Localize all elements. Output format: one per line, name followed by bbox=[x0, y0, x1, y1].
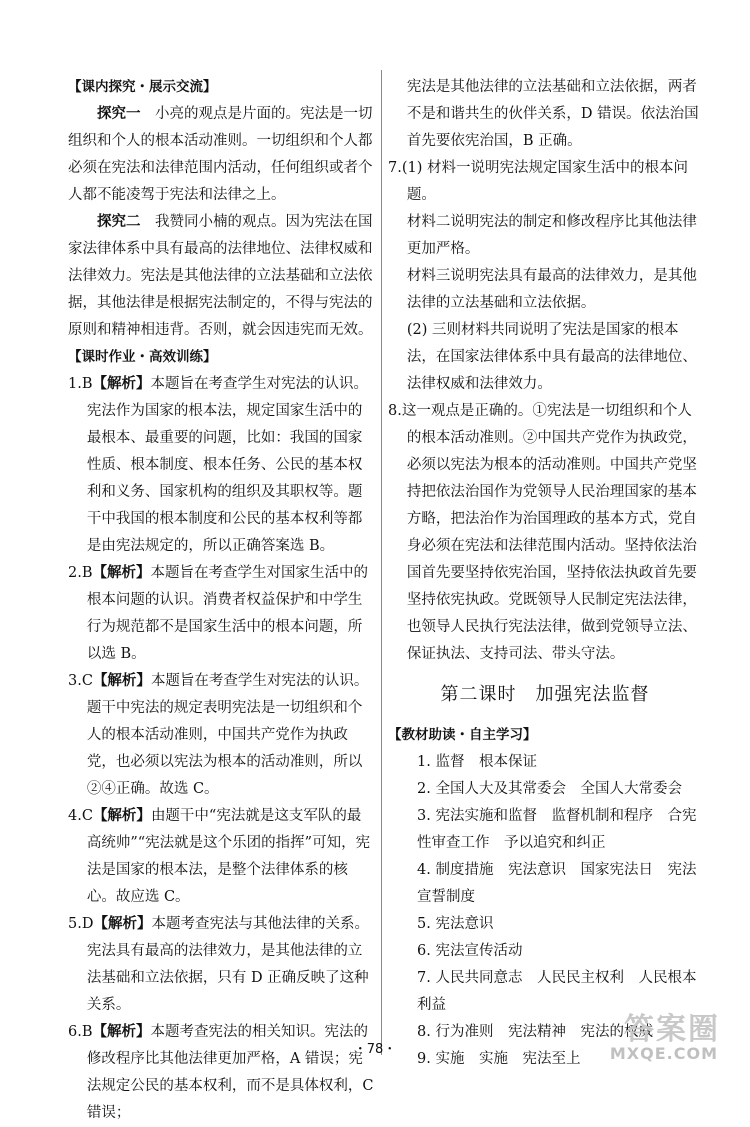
item7-line-1: (1) 材料一说明宪法规定国家生活中的根本问题。 bbox=[401, 160, 688, 203]
watermark-text-top: 答案圈 bbox=[624, 1012, 720, 1047]
item7-line-4: (2) 三则材料共同说明了宪法是国家的根本法，在国家法律体系中具有最高的法律地位、法律权威和法律效力。 bbox=[406, 322, 697, 392]
reading-answer-1: 1. 监督 根本保证 bbox=[417, 754, 537, 770]
reading-answer-3: 3. 宪法实施和监督 监督机制和程序 合宪性审查工作 予以追究和纠正 bbox=[417, 808, 697, 851]
explore-paragraph-2 bbox=[68, 209, 374, 344]
analysis-tag: 【解析】 bbox=[92, 565, 151, 581]
left-column bbox=[68, 74, 374, 1127]
right-column bbox=[388, 74, 702, 1073]
reading-answer-2: 2. 全国人大及其常委会 全国人大常委会 bbox=[417, 781, 682, 797]
reading-answer-9: 9. 实施 实施 宪法至上 bbox=[417, 1051, 581, 1067]
analysis-tag: 【解析】 bbox=[93, 916, 152, 932]
column-divider bbox=[381, 70, 382, 1055]
item-number: 3.C bbox=[68, 673, 93, 689]
reading-answer-8: 8. 行为准则 宪法精神 宪法的权威 bbox=[417, 1024, 653, 1040]
item-number: 8. bbox=[388, 403, 402, 419]
watermark-text-bottom: MXQE.COM bbox=[609, 1044, 718, 1063]
explore-text-1: 小亮的观点是片面的。宪法是一切组织和个人的根本活动准则。一切组织和个人都必须在宪法和法律范围内活动，任何组织或者个人都不能凌驾于宪法和法律之上。 bbox=[68, 106, 373, 203]
item-number: 1.B bbox=[68, 376, 93, 392]
answer-item-6-continued: 宪法是其他法律的立法基础和立法依据，两者不是和谐共生的伙伴关系，D 错误。依法治国首先要依宪治国，B 正确。 bbox=[406, 79, 699, 149]
chapter-title: 第二课时 加强宪法监督 bbox=[440, 684, 650, 705]
answer-item-3 bbox=[68, 668, 374, 803]
answer-item-5 bbox=[68, 911, 374, 1019]
analysis-tag: 【解析】 bbox=[92, 673, 151, 689]
item-number: 2.B bbox=[68, 565, 93, 581]
section-heading-homework: 【课时作业・高效训练】 bbox=[68, 349, 217, 365]
answer-item-2 bbox=[68, 560, 374, 668]
analysis-tag: 【解析】 bbox=[92, 376, 151, 392]
item-text: 由题干中“宪法就是这支军队的最高统帅”“宪法就是这个乐团的指挥”可知，宪法是国家的根本法，是整个法律体系的核心。故应选 C。 bbox=[86, 808, 371, 905]
item-number: 4.C bbox=[68, 808, 93, 824]
item-text: 本题考查宪法的相关知识。宪法的修改程序比其他法律更加严格，A 错误；宪法规定公民的基本权利，而不是具体权利，C 错误； bbox=[86, 1024, 374, 1121]
watermark-logo bbox=[590, 1004, 720, 1070]
reading-answer-4: 4. 制度措施 宪法意识 国家宪法日 宪法宣誓制度 bbox=[417, 862, 697, 905]
explore-label-2: 探究二 bbox=[97, 214, 141, 230]
analysis-tag: 【解析】 bbox=[92, 1024, 151, 1040]
reading-answer-7: 7. 人民共同意志 人民民主权利 人民根本利益 bbox=[417, 970, 697, 1013]
answer-item-6 bbox=[68, 1019, 374, 1127]
answer-item-1 bbox=[68, 371, 374, 560]
section-heading-explore: 【课内探究・展示交流】 bbox=[68, 79, 217, 95]
item-text: 本题旨在考查学生对宪法的认识。题干中宪法的规定表明宪法是一切组织和个人的根本活动准则，中国共产党作为执政党，也必须以宪法为根本的活动准则，所以②④正确。故选 C。 bbox=[86, 673, 369, 797]
explore-paragraph-1 bbox=[68, 101, 374, 209]
answer-item-8 bbox=[388, 398, 702, 668]
analysis-tag: 【解析】 bbox=[92, 808, 151, 824]
reading-answer-6: 6. 宪法宣传活动 bbox=[417, 943, 523, 959]
reading-answer-5: 5. 宪法意识 bbox=[417, 916, 494, 932]
answer-item-4 bbox=[68, 803, 374, 911]
section-heading-reading: 【教材助读・自主学习】 bbox=[388, 727, 537, 743]
item-text: 本题考查宪法与其他法律的关系。宪法具有最高的法律效力，是其他法律的立法基础和立法依据，只有 D 正确反映了这种关系。 bbox=[86, 916, 369, 1013]
item-text: 本题旨在考查学生对宪法的认识。宪法作为国家的根本法，规定国家生活中的最根本、最重要的问题，比如：我国的国家性质、根本制度、根本任务、公民的基本权利和义务、国家机构的组织及其职权等。题干中我国的根本制度和公民的基本权利等都是由宪法规定的，所以正确答案选 B。 bbox=[86, 376, 368, 554]
answer-item-7 bbox=[388, 155, 702, 398]
explore-label-1: 探究一 bbox=[97, 106, 141, 122]
item7-line-3: 材料三说明宪法具有最高的法律效力，是其他法律的立法基础和立法依据。 bbox=[406, 268, 697, 311]
page-number: ・78・ bbox=[353, 1042, 397, 1057]
item7-line-2: 材料二说明宪法的制定和修改程序比其他法律更加严格。 bbox=[406, 214, 697, 257]
item-text: 本题旨在考查学生对国家生活中的根本问题的认识。消费者权益保护和中学生行为规范都不是国家生活中的根本问题，所以选 B。 bbox=[86, 565, 368, 662]
item-number: 5.D bbox=[68, 916, 94, 932]
explore-text-2: 我赞同小楠的观点。因为宪法在国家法律体系中具有最高的法律地位、法律权威和法律效力。宪法是其他法律的立法基础和立法依据，其他法律是根据宪法制定的，不得与宪法的原则和精神相违背。否则，就会因违宪而无效。 bbox=[68, 214, 373, 338]
item-number: 6.B bbox=[68, 1024, 93, 1040]
item-number: 7. bbox=[388, 160, 402, 176]
item8-text: 这一观点是正确的。①宪法是一切组织和个人的根本活动准则。②中国共产党作为执政党，必须以宪法为根本的活动准则。中国共产党坚持把依法治国作为党领导人民治理国家的基本方略，把法治作为治国理政的基本方式，党自身必须在宪法和法律范围内活动。坚持依法治国首先要坚持依宪治国，坚持依法执政首先要坚持依宪执政。党既领导人民制定宪法法律，也领导人民执行宪法法律，做到党领导立法、保证执法、支持司法、带头守法。 bbox=[401, 403, 697, 662]
